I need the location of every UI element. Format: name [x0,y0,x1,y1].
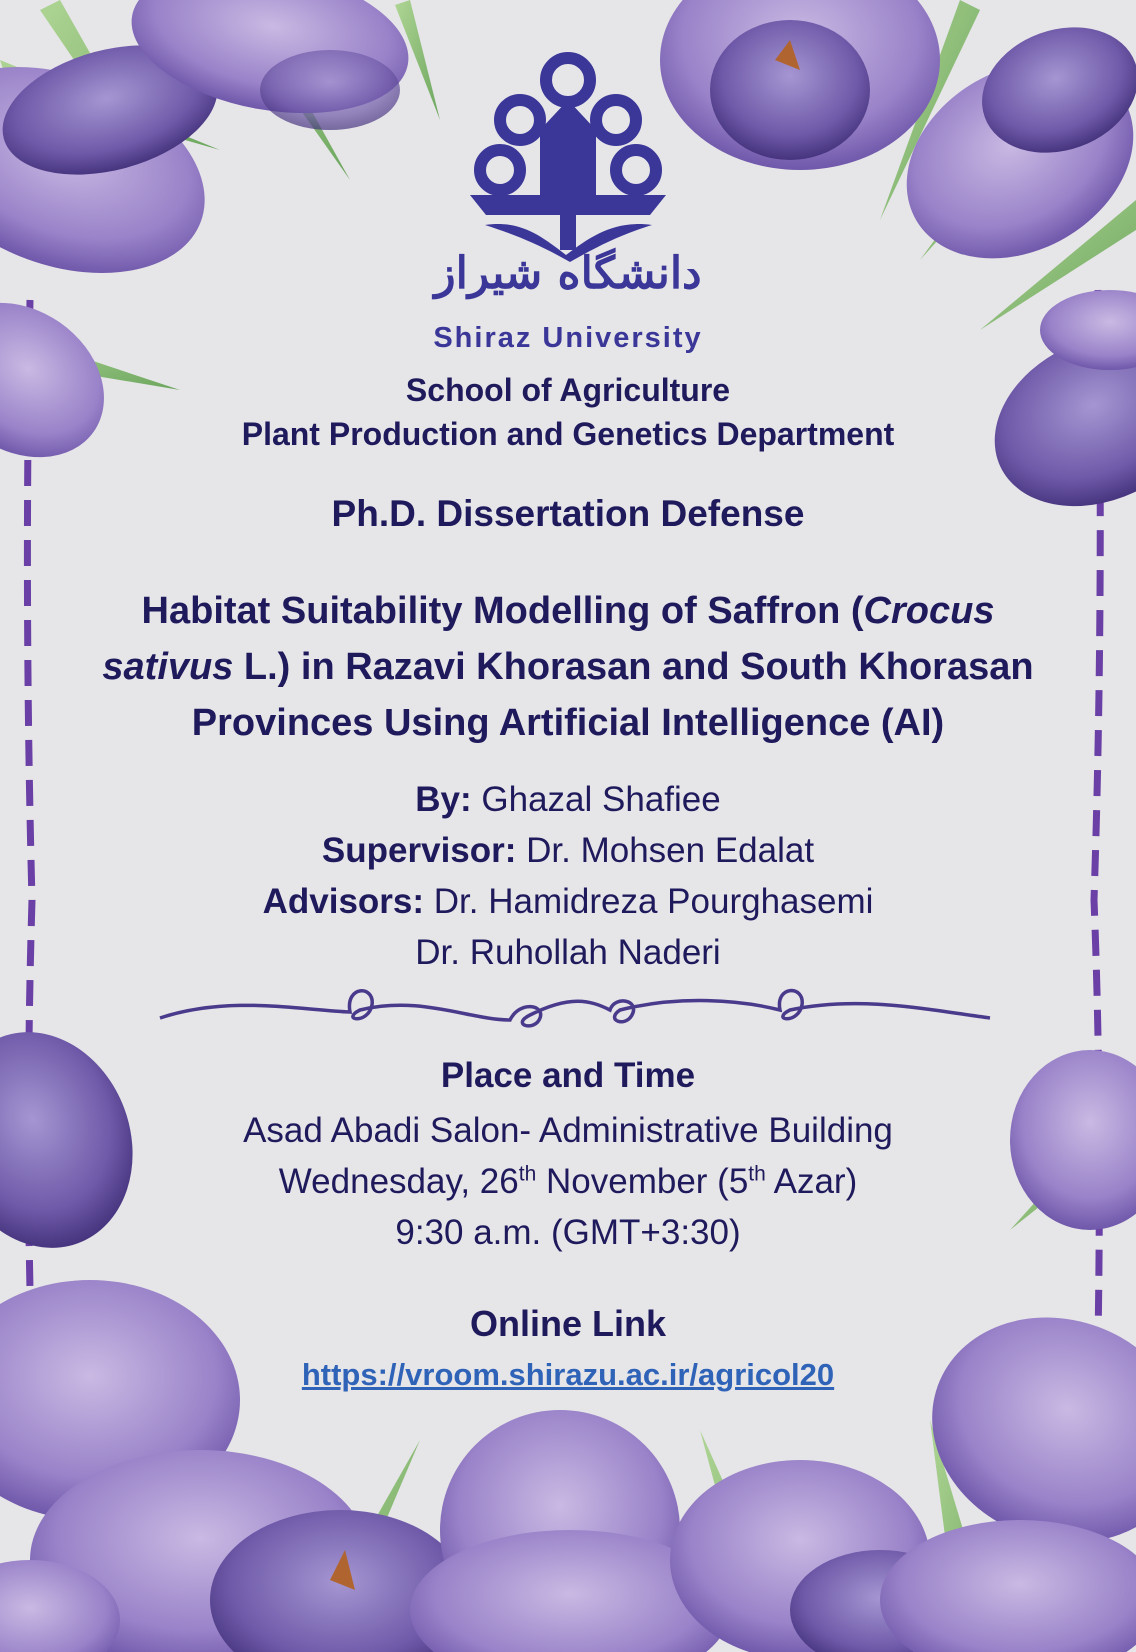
ornamental-divider [160,991,990,1026]
species-epithet: sativus [102,646,234,688]
title-line-1: Habitat Suitability Modelling of Saffron (Crocus [141,590,995,632]
species-genus: Crocus [863,590,995,632]
place-time-heading: Place and Time [440,1056,696,1095]
people-section [0,774,1136,978]
persian-wordmark [0,248,1136,299]
supervisor-line: Supervisor: Dr. Mohsen Edalat [321,831,815,870]
title-line-2: sativus L.) in Razavi Khorasan and South Khorasan [102,646,1034,688]
dissertation-title [0,583,1136,751]
event-time: 9:30 a.m. (GMT+3:30) [395,1213,741,1252]
shiraz-university-logo-emblem [470,58,666,262]
university-name: Shiraz University [433,322,703,354]
place-time-section [0,1105,1136,1258]
department-name: Plant Production and Genetics Department [241,416,895,452]
venue: Asad Abadi Salon- Administrative Building [243,1111,893,1150]
supervisor-name: Dr. Mohsen Edalat [516,831,815,870]
advisors-line: Advisors: Dr. Hamidreza Pourghasemi [262,882,874,921]
persian-wordmark-text: دانشگاه شیراز [434,248,702,299]
event-date: Wednesday, 26th November (5th Azar) [278,1162,858,1201]
advisor-1-name: Dr. Hamidreza Pourghasemi [424,882,874,921]
online-link[interactable]: https://vroom.shirazu.ac.ir/agricol20 [301,1357,835,1392]
author-line: By: Ghazal Shafiee [415,780,721,819]
online-link-heading: Online Link [469,1303,666,1344]
author-name: Ghazal Shafiee [471,780,721,819]
school-name: School of Agriculture [405,372,731,408]
event-type: Ph.D. Dissertation Defense [331,493,805,534]
title-line-3: Provinces Using Artificial Intelligence (AI) [191,702,945,744]
advisor-2-line: Dr. Ruhollah Naderi [415,933,721,972]
